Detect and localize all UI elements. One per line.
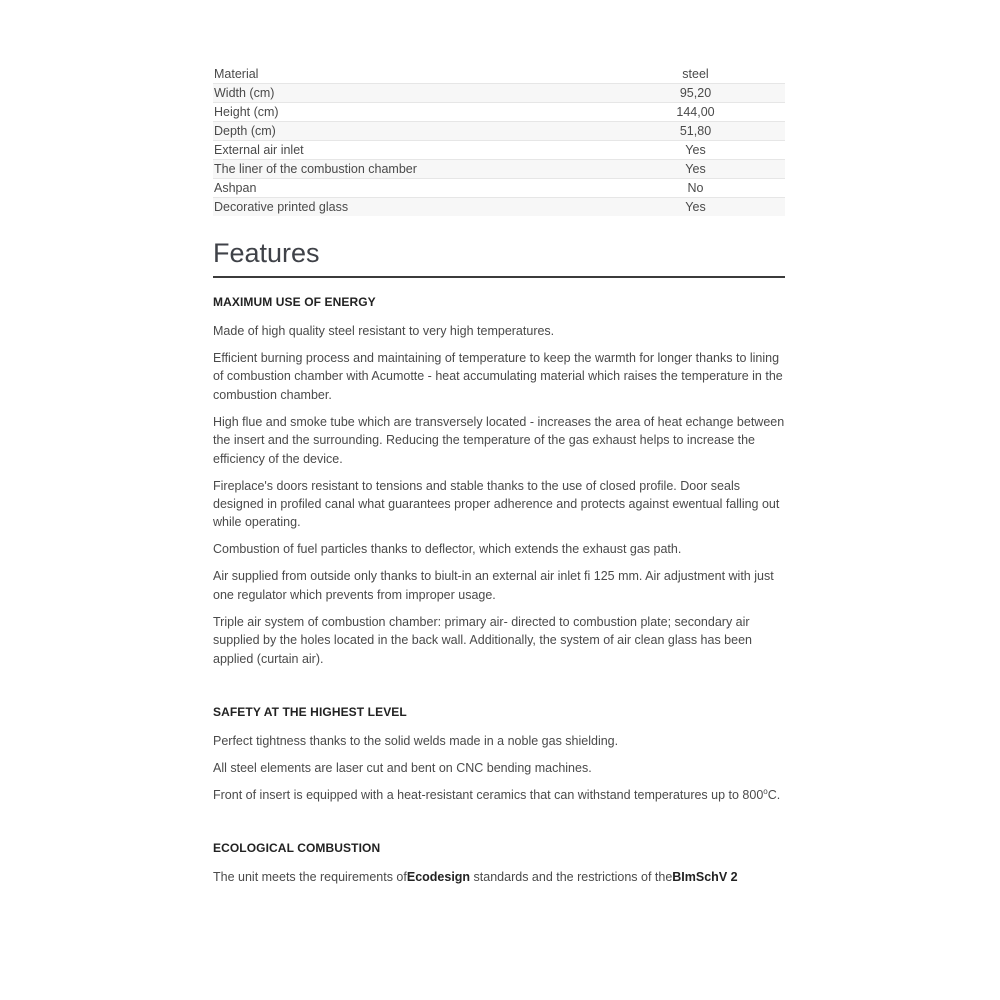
table-row	[213, 141, 785, 160]
section-heading: MAXIMUM USE OF ENERGY	[213, 295, 376, 309]
paragraph: High flue and smoke tube which are transversely located - increases the area of heat echange between the insert and the surrounding. Reducing the temperature of the gas exhaust helps to increase the efficiency of the device.	[213, 414, 785, 466]
ecology-text-2: standards and the restrictions of the	[470, 870, 673, 885]
spec-value: Yes	[606, 160, 785, 179]
table-row	[213, 84, 785, 103]
paragraph: Efficient burning process and maintaining of temperature to keep the warmth for longer thanks to lining of combustion chamber with Acumotte - heat accumulating material which raises the temperature in the combustion chamber.	[213, 351, 783, 402]
paragraph: Fireplace's doors resistant to tensions and stable thanks to the use of closed profile. Door seals designed in profiled canal what guarantees proper adherence and protects against ewentual falling out while operating.	[213, 478, 780, 530]
paragraph: Made of high quality steel resistant to very high temperatures.	[213, 324, 555, 338]
paragraph: All steel elements are laser cut and bent on CNC bending machines.	[213, 761, 592, 776]
paragraph: Air supplied from outside only thanks to biult-in an external air inlet fi 125 mm. Air adjustment with just one regulator which prevents from improper usage.	[213, 569, 774, 602]
paragraph: Combustion of fuel particles thanks to deflector, which extends the exhaust gas path.	[213, 542, 682, 557]
ecodesign-term: Ecodesign	[406, 870, 471, 885]
spec-label: Material	[213, 65, 606, 84]
spec-label: The liner of the combustion chamber	[213, 160, 606, 179]
spec-value: 95,20	[606, 84, 785, 103]
spec-label: Height (cm)	[213, 103, 606, 122]
table-row	[213, 160, 785, 179]
spec-label: Ashpan	[213, 179, 606, 198]
energy-section	[213, 294, 785, 668]
spec-value: steel	[606, 65, 785, 84]
spec-value: Yes	[606, 198, 785, 217]
bimschv-term: BImSchV 2	[672, 870, 738, 885]
spec-value: 144,00	[606, 103, 785, 122]
ecology-section	[213, 840, 785, 886]
table-row	[213, 65, 785, 84]
ceramics-unit: C.	[767, 788, 781, 803]
spec-label: Decorative printed glass	[213, 198, 606, 217]
spec-value: No	[606, 179, 785, 198]
table-row	[213, 179, 785, 198]
paragraph	[213, 786, 785, 804]
section-heading: ECOLOGICAL COMBUSTION	[213, 841, 381, 856]
specifications-table	[213, 65, 785, 216]
spec-value: Yes	[606, 141, 785, 160]
ceramics-text: Front of insert is equipped with a heat-resistant ceramics that can withstand temperatures up to 800	[213, 788, 764, 803]
paragraph: Perfect tightness thanks to the solid welds made in a noble gas shielding.	[213, 734, 619, 749]
paragraph	[213, 868, 785, 886]
spec-label: Width (cm)	[213, 84, 606, 103]
features-heading: Features	[213, 236, 785, 278]
spec-label: External air inlet	[213, 141, 606, 160]
table-row	[213, 122, 785, 141]
section-heading: SAFETY AT THE HIGHEST LEVEL	[213, 705, 407, 720]
paragraph: Triple air system of combustion chamber: primary air- directed to combustion plate; secondary air supplied by the holes located in the back wall. Additionally, the system of air clean glass has been applied (curtain air).	[213, 614, 752, 666]
table-row	[213, 103, 785, 122]
spec-value: 51,80	[606, 122, 785, 141]
ecology-text-1: The unit meets the requirements of	[213, 870, 407, 885]
spec-label: Depth (cm)	[213, 122, 606, 141]
degree-superscript: o	[763, 786, 768, 796]
product-details	[213, 65, 785, 887]
table-row	[213, 198, 785, 217]
safety-section	[213, 704, 785, 804]
